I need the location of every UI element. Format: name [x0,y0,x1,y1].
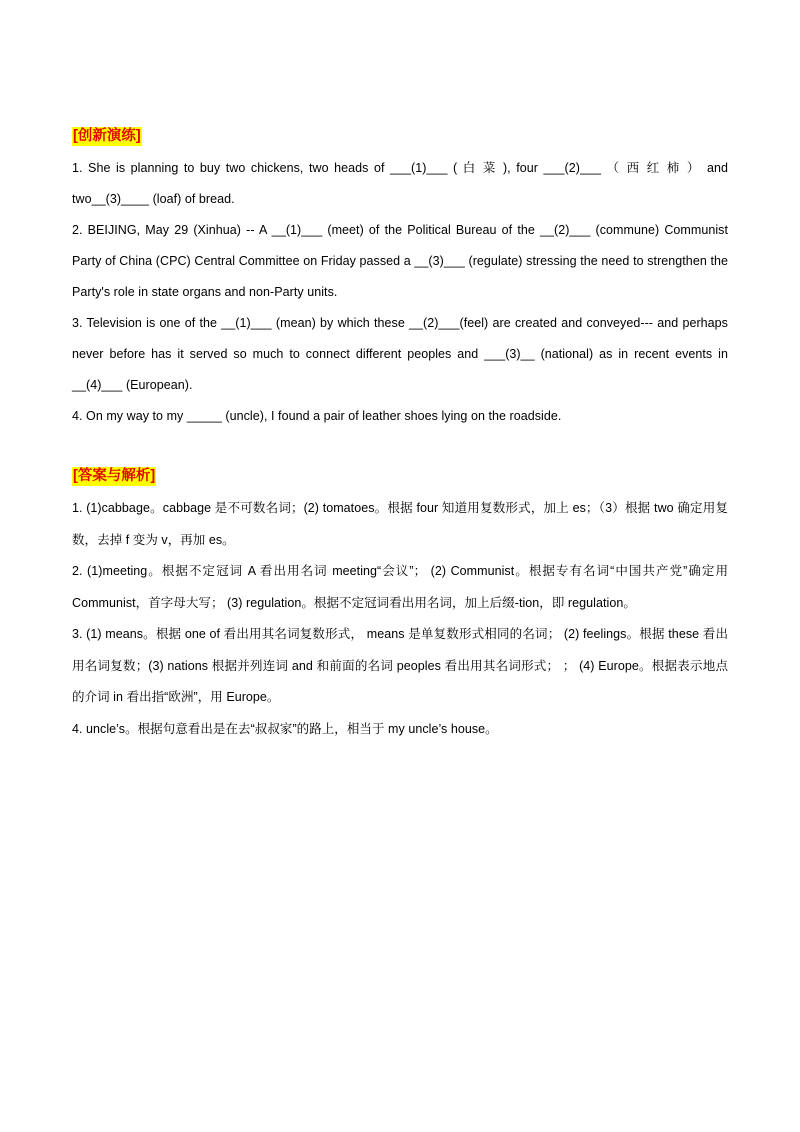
practice-question-1: 1. She is planning to buy two chickens, two heads of ___(1)___ ( 白 菜 ), four ___(2)___ （ 西 红 柿 ） and two__(3)____ (loaf) of bread. [72,161,728,206]
answer-section-body [72,493,728,745]
answer-item-4: 4. uncle’s。根据句意看出是在去“叔叔家”的路上，相当于 my uncle’s house。 [72,721,498,736]
practice-question-4: 4. On my way to my _____ (uncle), I found a pair of leather shoes lying on the roadside. [72,409,562,423]
answer-item-2: 2. (1)meeting。根据不定冠词 A 看出用名词 meeting“会议”； (2) Communist。根据专有名词“中国共产党”确定用 Communist，首字母大写； (3) regulation。根据不定冠词看出用名词，加上后缀-tion，即 regulation。 [72,564,728,610]
practice-section-heading: [创新演练] [73,128,141,144]
practice-question-3: 3. Television is one of the __(1)___ (mean) by which these __(2)___(feel) are created and conveyed--- and perhaps never before has it served so much to connect different peoples and ___(3)__ (national) as in recent events in __(4)___ (European). [72,316,728,392]
practice-section-body [72,153,728,432]
answer-item-3: 3. (1) means。根据 one of 看出用其名词复数形式， means 是单复数形式相同的名词； (2) feelings。根据 these 看出用名词复数；(3) nations 根据并列连词 and 和前面的名词 peoples 看出用其名词形式； ； (4) Europe。根据表示地点的介词 in 看出指“欧洲”，用 Europe。 [72,627,728,704]
answer-section-heading: [答案与解析] [73,468,156,484]
answer-item-1: 1. (1)cabbage。cabbage 是不可数名词；(2) tomatoes。根据 four 知道用复数形式，加上 es；（3）根据 two 确定用复数，去掉 f 变为 v，再加 es。 [72,501,728,547]
practice-question-2: 2. BEIJING, May 29 (Xinhua) -- A __(1)___ (meet) of the Political Bureau of the __(2)___ (commune) Communist Party of China (CPC) Central Committee on Friday passed a __(3)___ (regulate) stressing the need to strengthen the Party's role in state organs and non-Party units. [72,223,728,299]
